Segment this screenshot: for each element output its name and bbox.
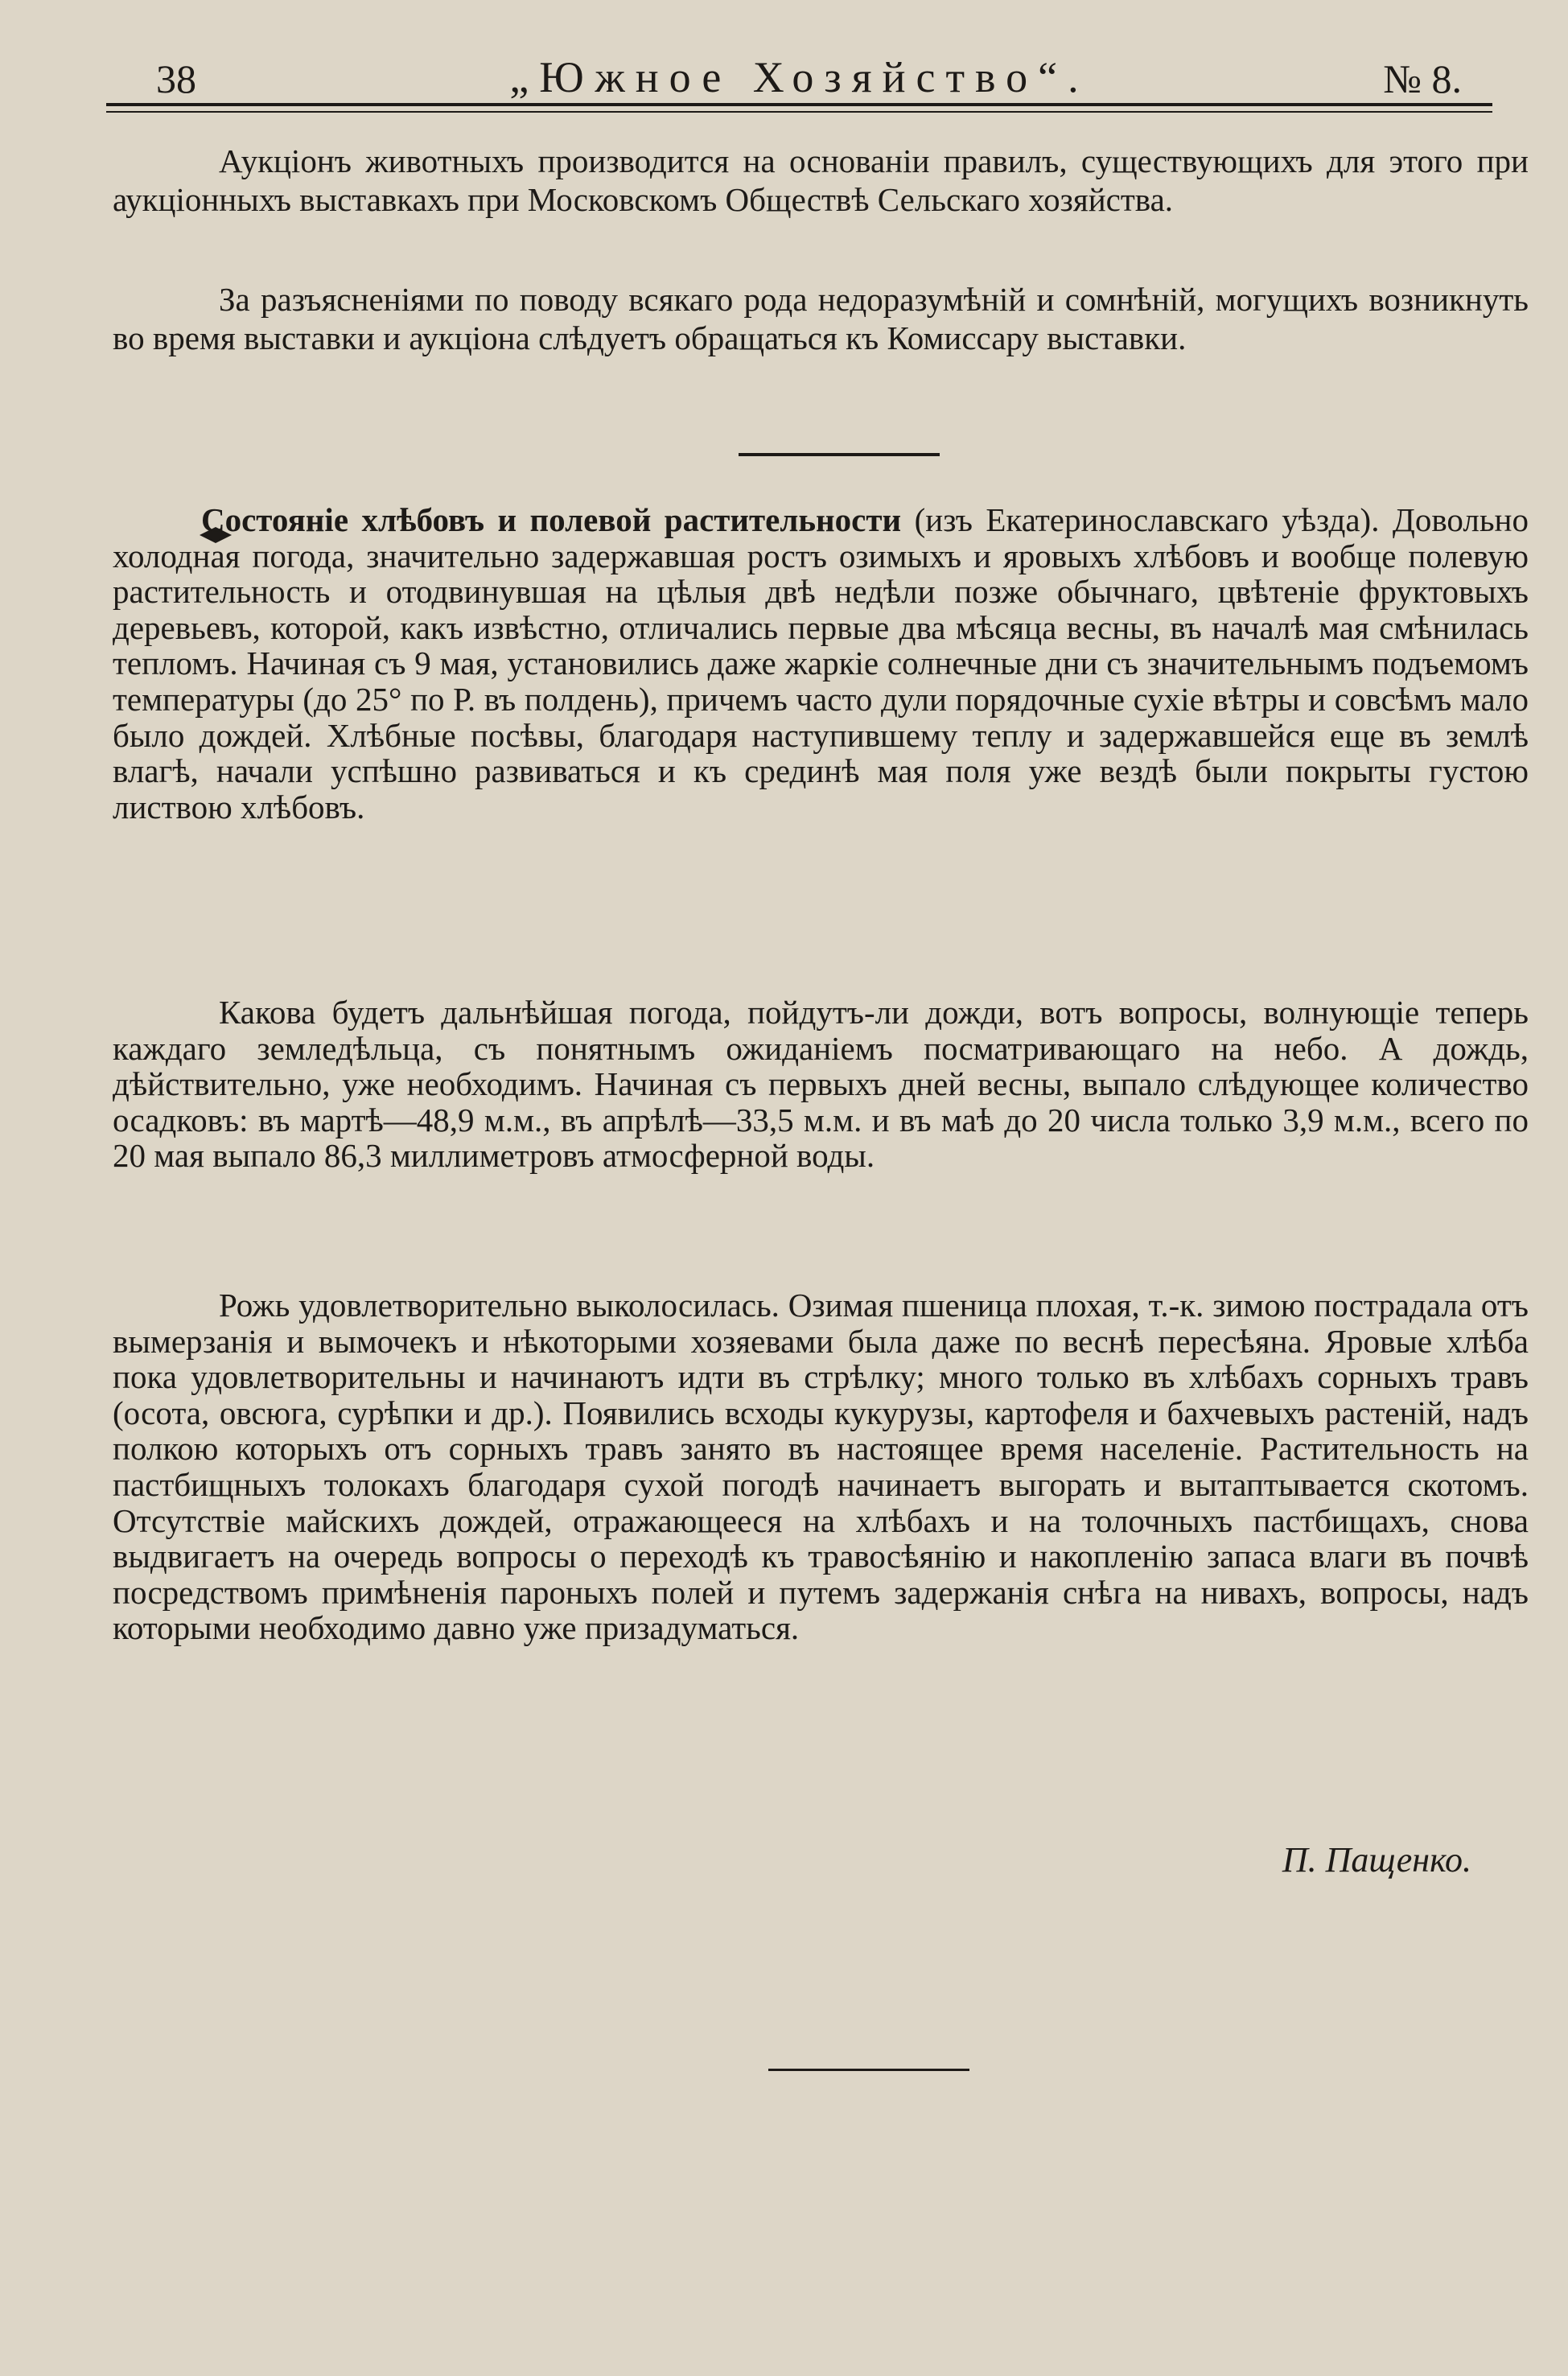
paragraph-body: (изъ Екатеринославскаго уѣзда). Довольно холодная погода, значительно задержавшая ростъ озимыхъ и яровыхъ хлѣбовъ и вообще полевую растительность и отодвинувшая на цѣлыя двѣ недѣли позже обычнаго, цвѣтеніе фруктовыхъ деревьевъ, которой, какъ извѣстно, отличались первые два мѣсяца весны, въ началѣ мая смѣнилась тепломъ. Начиная съ 9 мая, установились даже жаркіе солнечные дни съ значительнымъ подъемомъ температуры (до 25° по Р. въ полдень), причемъ часто дули порядочные сухіе вѣтры и совсѣмъ мало было дождей. Хлѣбные посѣвы, благодаря наступившему теплу и задержавшейся еще въ землѣ влагѣ, начали успѣшно развиваться и къ срединѣ мая поля уже вездѣ были покрыты густою листвою хлѣбовъ. — [113, 501, 1529, 826]
paragraph-text: Какова будетъ дальнѣйшая погода, пойдутъ-ли дожди, вотъ вопросы, волнующіе теперь каждаго земледѣльца, съ понятнымъ ожиданіемъ посматривающаго на небо. А дождь, дѣйствительно, уже необходимъ. Начиная съ первыхъ дней весны, выпало слѣдующее количество осадковъ: въ мартѣ—48,9 м.м., въ апрѣлѣ—33,5 м.м. и въ маѣ до 20 числа только 3,9 м.м., всего по 20 мая выпало 86,3 миллиметровъ атмосферной воды. — [113, 994, 1529, 1175]
header-rule-thin — [106, 111, 1492, 113]
paragraph-clarifications — [113, 280, 1529, 357]
paragraph-crops-detail — [113, 1287, 1529, 1646]
bottom-divider — [768, 2069, 969, 2071]
paragraph-text — [113, 502, 1529, 825]
paragraph-crop-status — [113, 502, 1529, 825]
section-divider — [739, 453, 940, 456]
header-rule-thick — [106, 103, 1492, 106]
paragraph-text: Рожь удовлетворительно выколосилась. Озимая пшеница плохая, т.-к. зимою пострадала отъ вымерзанія и вымочекъ и нѣкоторыми хозяевами была даже по веснѣ пересѣяна. Яровые хлѣба пока удовлетворительны и начинаютъ идти въ стрѣлку; много только въ хлѣбахъ сорныхъ травъ (осота, овсюга, сурѣпки и др.). Появились всходы кукурузы, картофеля и бахчевыхъ растеній, надъ полкою которыхъ отъ сорныхъ травъ занято въ настоящее время населеніе. Растительность на пастбищныхъ толокахъ благодаря сухой погодѣ начинаетъ выгорать и вытаптывается скотомъ. Отсутствіе майскихъ дождей, отражающееся на хлѣбахъ и на толочныхъ пастбищахъ, снова выдвигаетъ на очередь вопросы о переходѣ къ травосѣянію и накопленію запаса влаги въ почвѣ посредствомъ примѣненія пароныхъ полей и путемъ задержанія снѣга на нивахъ, вопросы, надъ которыми необходимо давно уже призадуматься. — [113, 1287, 1529, 1647]
paragraph-weather — [113, 994, 1529, 1174]
author-signature: П. Пащенко. — [1282, 1840, 1471, 1880]
paragraph-text: Аукціонъ животныхъ производится на основаніи правилъ, существующихъ для этого при аукціонныхъ выставкахъ при Московскомъ Обществѣ Сельскаго хозяйства. — [113, 142, 1529, 218]
paragraph-text: За разъясненіями по поводу всякаго рода недоразумѣній и сомнѣній, могущихъ возникнуть во время выставки и аукціона слѣдуетъ обращаться къ Комиссару выставки. — [113, 281, 1529, 356]
issue-number: № 8. — [1383, 56, 1462, 101]
section-heading: Состояніе хлѣбовъ и полевой растительности — [201, 501, 902, 538]
journal-title: „Южное Хозяйство“. — [509, 53, 1089, 101]
page-number: 38 — [156, 56, 196, 101]
paragraph-auction-rules — [113, 142, 1529, 219]
